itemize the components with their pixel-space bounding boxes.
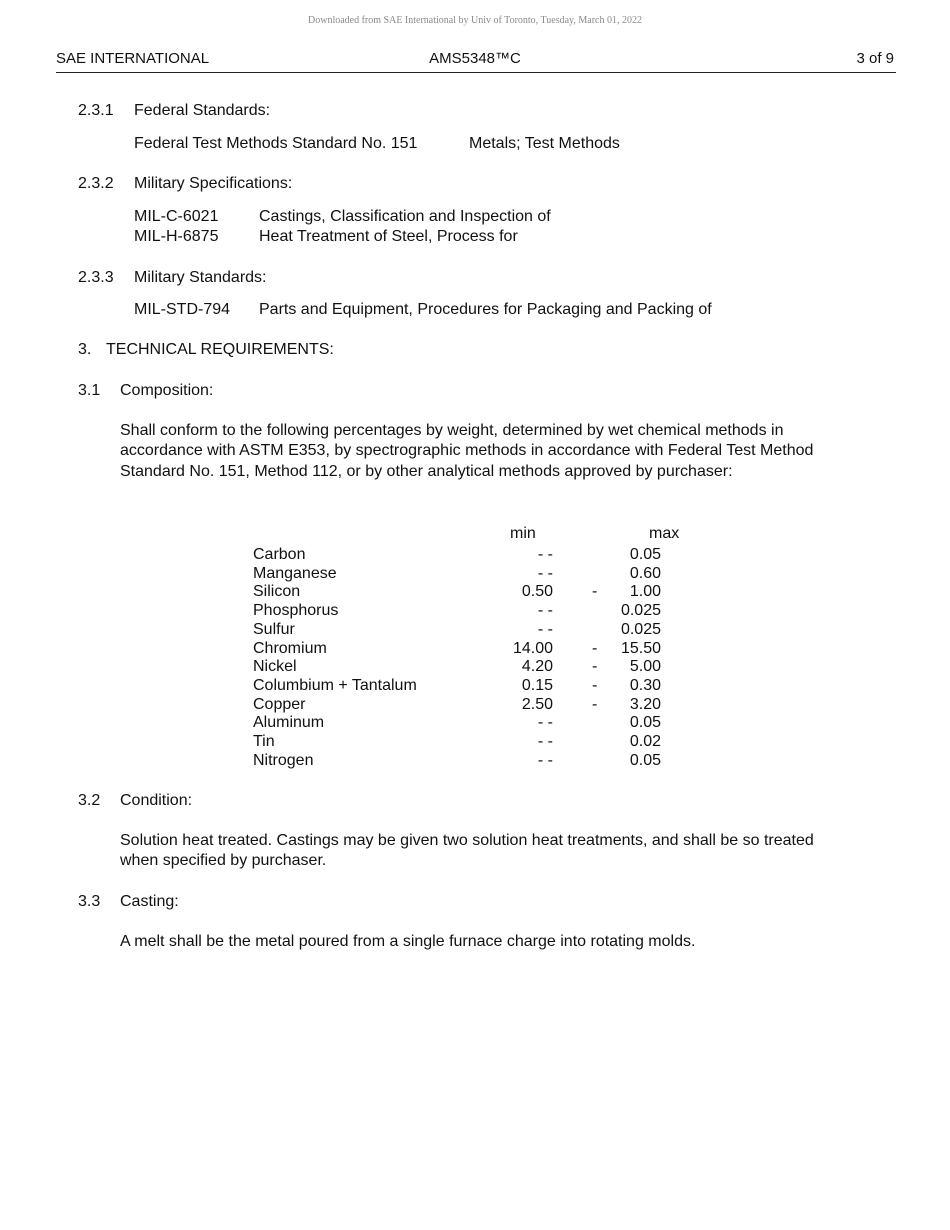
section-number: 3.3 <box>78 893 101 910</box>
min-value: 0.50 <box>521 583 553 601</box>
section-title: Composition: <box>120 382 214 399</box>
reference-code: MIL-STD-794 <box>134 301 231 318</box>
max-column-header: max <box>649 525 680 542</box>
reference-code: MIL-H-6875 <box>134 228 219 245</box>
download-watermark: Downloaded from SAE International by Univ of Toronto, Tuesday, March 01, 2022 <box>308 15 642 26</box>
section-title: Federal Standards: <box>134 102 271 119</box>
reference-code: MIL-C-6021 <box>134 208 219 225</box>
min-value: - - <box>537 546 553 563</box>
paragraph-line: Standard No. 151, Method 112, or by other analytical methods approved by purchaser: <box>120 463 733 480</box>
min-column-header: min <box>510 525 536 542</box>
range-dash: - <box>592 583 598 601</box>
section-number: 3.1 <box>78 382 101 399</box>
max-value: 1.00 <box>629 583 661 601</box>
min-value: 2.50 <box>521 695 553 713</box>
section-title: Military Standards: <box>134 269 267 286</box>
section-number: 3.2 <box>78 792 101 809</box>
publisher-name: SAE INTERNATIONAL <box>56 50 210 67</box>
max-value: 0.05 <box>629 546 661 563</box>
range-dash: - <box>592 676 598 694</box>
element-name: Carbon <box>253 546 306 563</box>
section-number: 2.3.3 <box>78 269 114 286</box>
min-value: - - <box>537 602 553 620</box>
min-value: - - <box>537 714 553 732</box>
element-name: Tin <box>253 733 275 750</box>
section-title: Military Specifications: <box>134 175 293 192</box>
reference-description: Parts and Equipment, Procedures for Packaging and Packing of <box>259 301 712 318</box>
min-value: - - <box>537 564 553 582</box>
min-value: - - <box>537 751 553 769</box>
section-number: 3. <box>78 341 92 358</box>
reference-description: Metals; Test Methods <box>469 135 620 152</box>
paragraph-line: A melt shall be the metal poured from a single furnace charge into rotating molds. <box>120 933 696 950</box>
section-title: Casting: <box>120 893 179 910</box>
max-value: 0.02 <box>629 733 661 750</box>
max-value: 0.025 <box>620 602 661 620</box>
element-name: Phosphorus <box>253 602 339 620</box>
range-dash: - <box>592 639 598 657</box>
min-value: - - <box>537 733 553 750</box>
element-name: Aluminum <box>253 714 325 732</box>
reference-description: Heat Treatment of Steel, Process for <box>259 228 518 245</box>
max-value: 3.20 <box>629 695 661 713</box>
section-title: Condition: <box>120 792 193 809</box>
min-value: 0.15 <box>521 676 553 694</box>
min-value: 14.00 <box>512 639 553 657</box>
page-header <box>56 50 896 73</box>
section-title: TECHNICAL REQUIREMENTS: <box>106 341 334 358</box>
max-value: 15.50 <box>620 639 661 657</box>
min-value: 4.20 <box>521 658 553 676</box>
max-value: 0.60 <box>629 564 661 582</box>
min-value: - - <box>537 620 553 638</box>
document-number: AMS5348™C <box>429 50 521 67</box>
max-value: 0.05 <box>629 714 661 732</box>
element-name: Nickel <box>253 658 297 676</box>
max-value: 0.30 <box>629 676 661 694</box>
section-number: 2.3.1 <box>78 102 114 119</box>
range-dash: - <box>592 658 598 676</box>
element-name: Nitrogen <box>253 751 314 769</box>
element-name: Silicon <box>253 583 301 601</box>
reference-description: Castings, Classification and Inspection of <box>259 208 551 225</box>
paragraph-line: Shall conform to the following percentages by weight, determined by wet chemical methods in <box>120 422 784 439</box>
max-value: 5.00 <box>629 658 661 676</box>
element-name: Chromium <box>253 639 327 657</box>
element-name: Copper <box>253 695 306 713</box>
max-value: 0.05 <box>629 751 661 769</box>
paragraph-line: accordance with ASTM E353, by spectrographic methods in accordance with Federal Test Method <box>120 442 814 459</box>
element-name: Manganese <box>253 564 337 582</box>
reference-code: Federal Test Methods Standard No. 151 <box>134 135 418 152</box>
range-dash: - <box>592 695 598 713</box>
max-value: 0.025 <box>620 620 661 638</box>
section-number: 2.3.2 <box>78 175 114 192</box>
element-name: Columbium + Tantalum <box>253 676 417 694</box>
paragraph-line: Solution heat treated. Castings may be given two solution heat treatments, and shall be so treated <box>120 832 814 849</box>
element-name: Sulfur <box>253 620 295 638</box>
paragraph-line: when specified by purchaser. <box>120 852 327 869</box>
page-number: 3 of 9 <box>856 50 894 67</box>
